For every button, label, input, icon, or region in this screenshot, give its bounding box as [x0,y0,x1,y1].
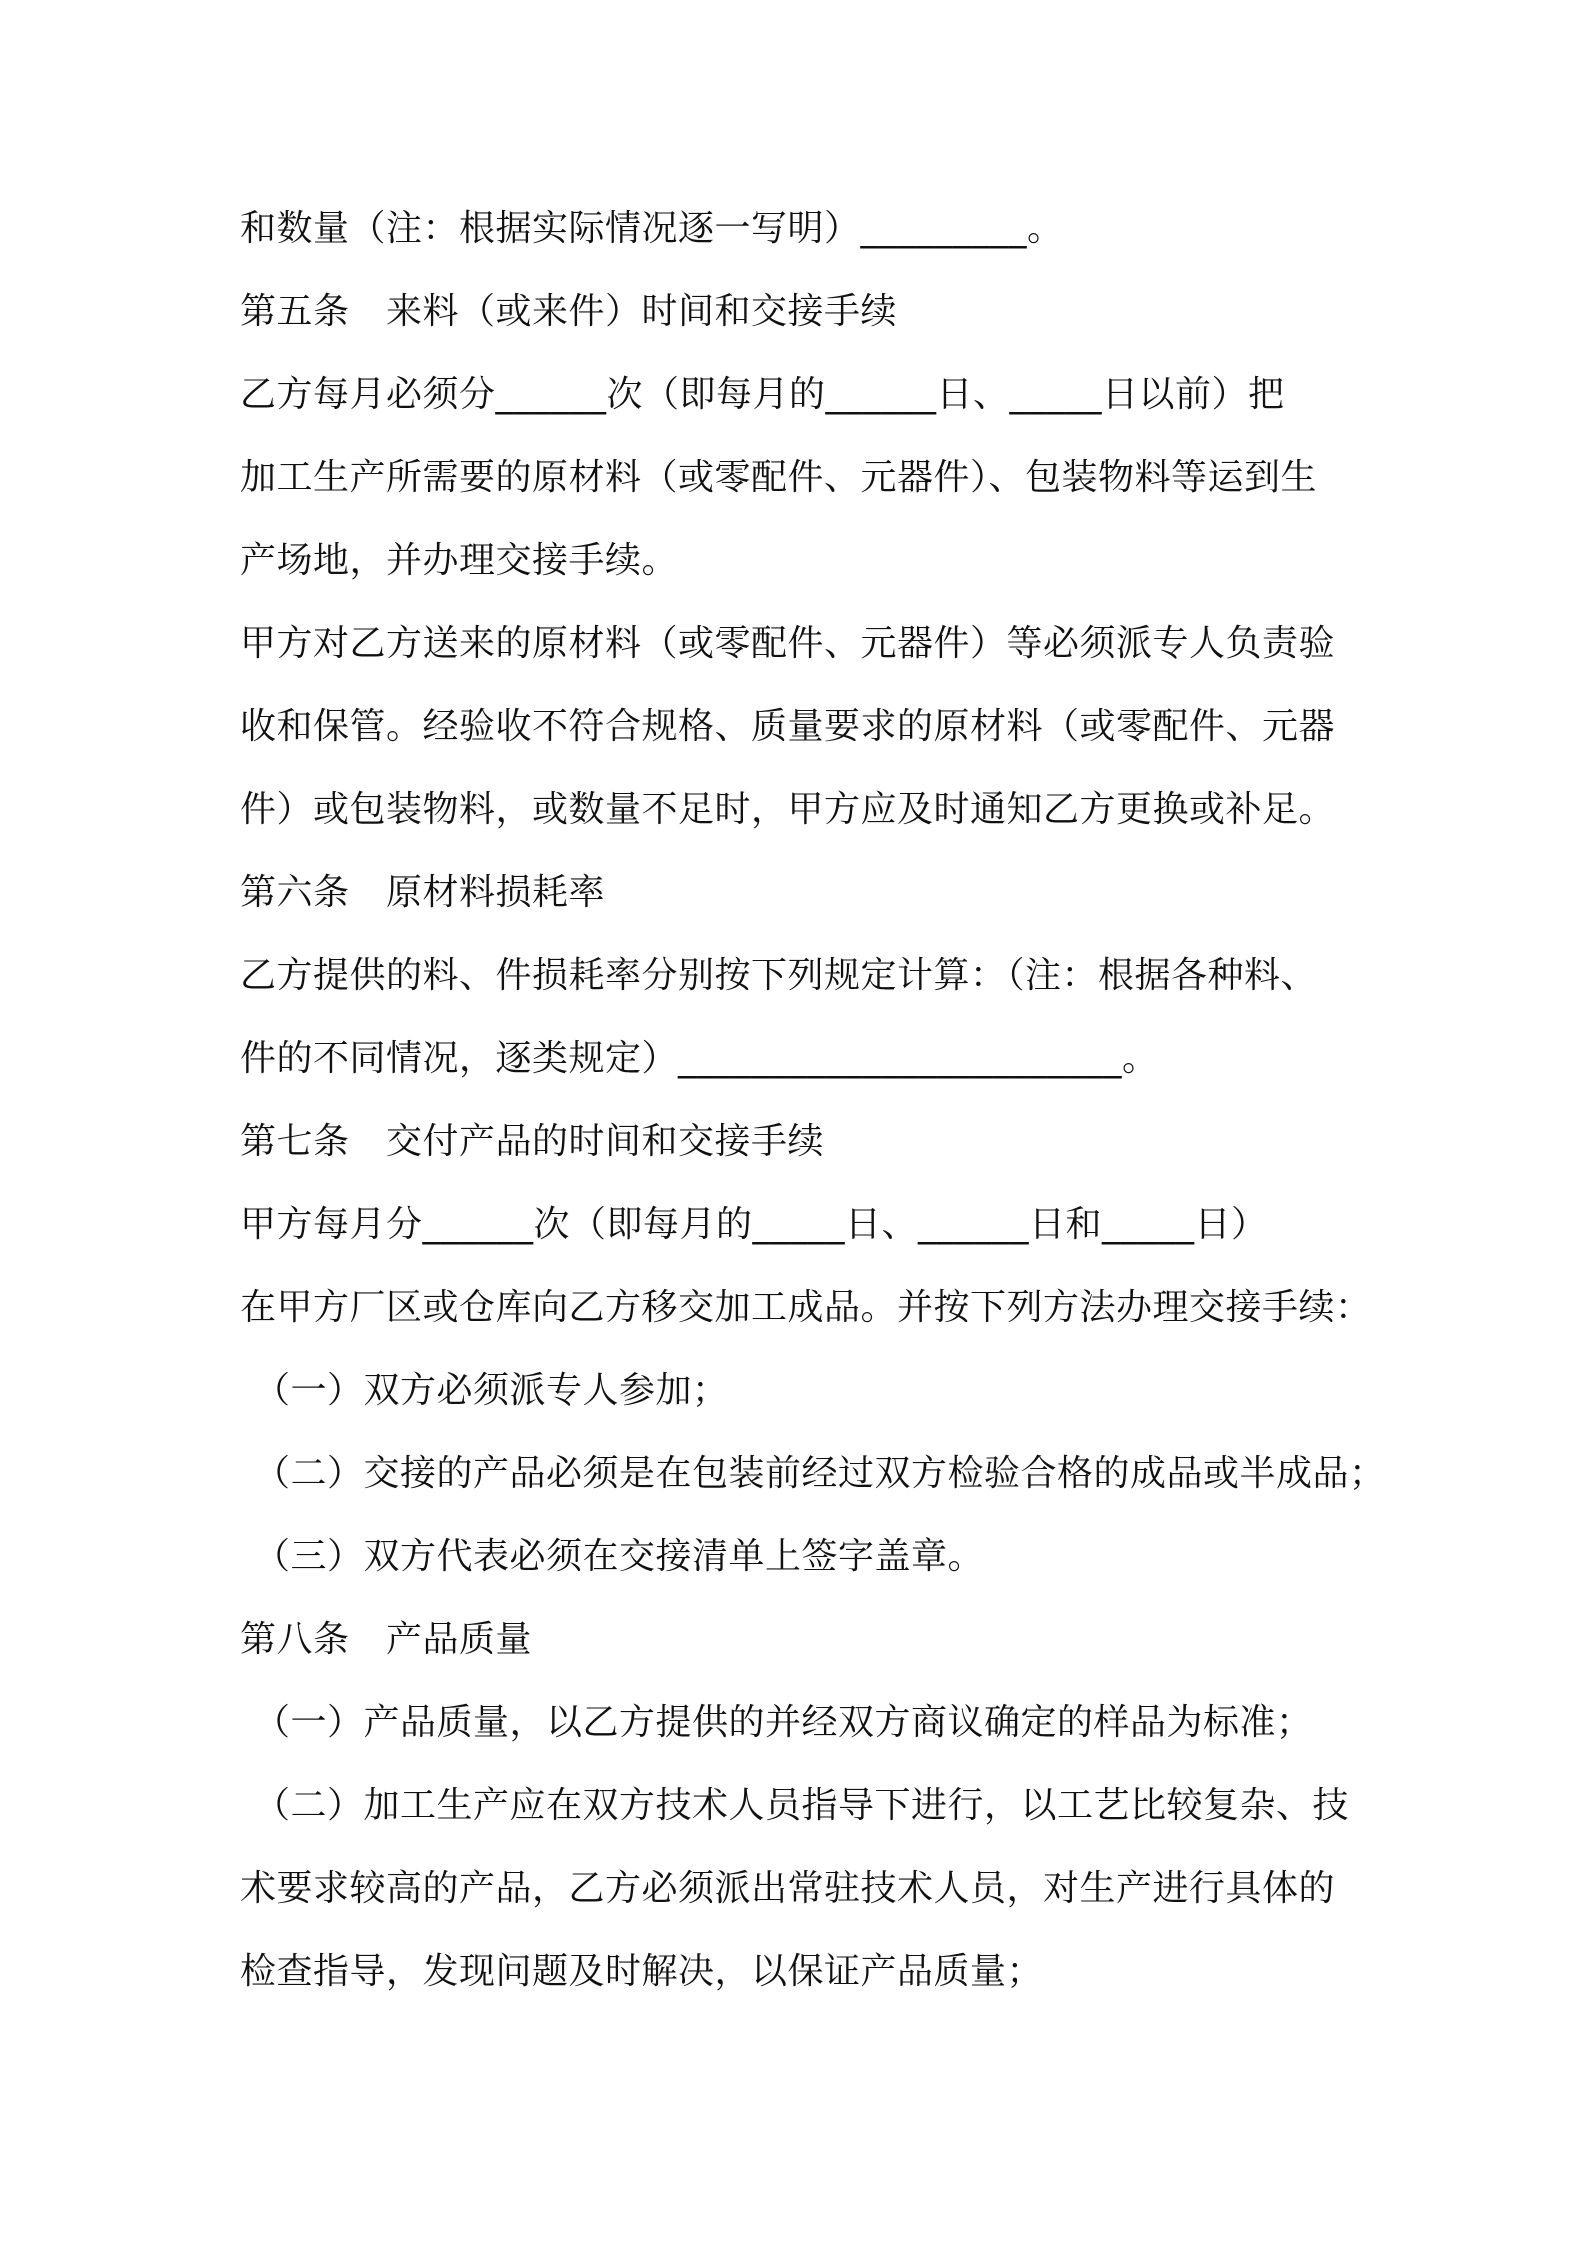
text-line: 甲方对乙方送来的原材料（或零配件、元器件）等必须派专人负责验 [240,623,1336,664]
text-line: 检查指导，发现问题及时解决，以保证产品质量； [240,1951,1044,1992]
text-line: 术要求较高的产品，乙方必须派出常驻技术人员，对生产进行具体的 [240,1868,1336,1909]
article-heading: 第六条 原材料损耗率 [240,872,606,913]
text-line: 加工生产所需要的原材料（或零配件、元器件）、包装物料等运到生 [240,457,1318,498]
text-line: 产场地，并办理交接手续。 [240,540,679,581]
list-item: （二）加工生产应在双方技术人员指导下进行，以工艺比较复杂、技 [254,1785,1350,1826]
text-line: 件的不同情况，逐类规定）________________________。 [240,1038,1159,1079]
text-line: 乙方提供的料、件损耗率分别按下列规定计算：（注：根据各种料、 [240,955,1318,996]
list-item: （二）交接的产品必须是在包装前经过双方检验合格的成品或半成品； [254,1453,1386,1494]
text-line: 件）或包装物料，或数量不足时，甲方应及时通知乙方更换或补足。 [240,789,1336,830]
article-heading: 第八条 产品质量 [240,1619,533,1660]
article-heading: 第五条 来料（或来件）时间和交接手续 [240,291,898,332]
list-item: （一）产品质量，以乙方提供的并经双方商议确定的样品为标准； [254,1702,1313,1743]
text-line: 甲方每月分______次（即每月的_____日、______日和_____日） [240,1204,1268,1245]
text-line: 在甲方厂区或仓库向乙方移交加工成品。并按下列方法办理交接手续： [240,1287,1372,1328]
list-item: （一）双方必须派专人参加； [254,1370,729,1411]
list-item: （三）双方代表必须在交接清单上签字盖章。 [254,1536,985,1577]
text-line: 乙方每月必须分______次（即每月的______日、_____日以前）把 [240,374,1285,415]
text-line: 和数量（注：根据实际情况逐一写明）_________。 [240,208,1064,249]
text-line: 收和保管。经验收不符合规格、质量要求的原材料（或零配件、元器 [240,706,1336,747]
article-heading: 第七条 交付产品的时间和交接手续 [240,1121,825,1162]
